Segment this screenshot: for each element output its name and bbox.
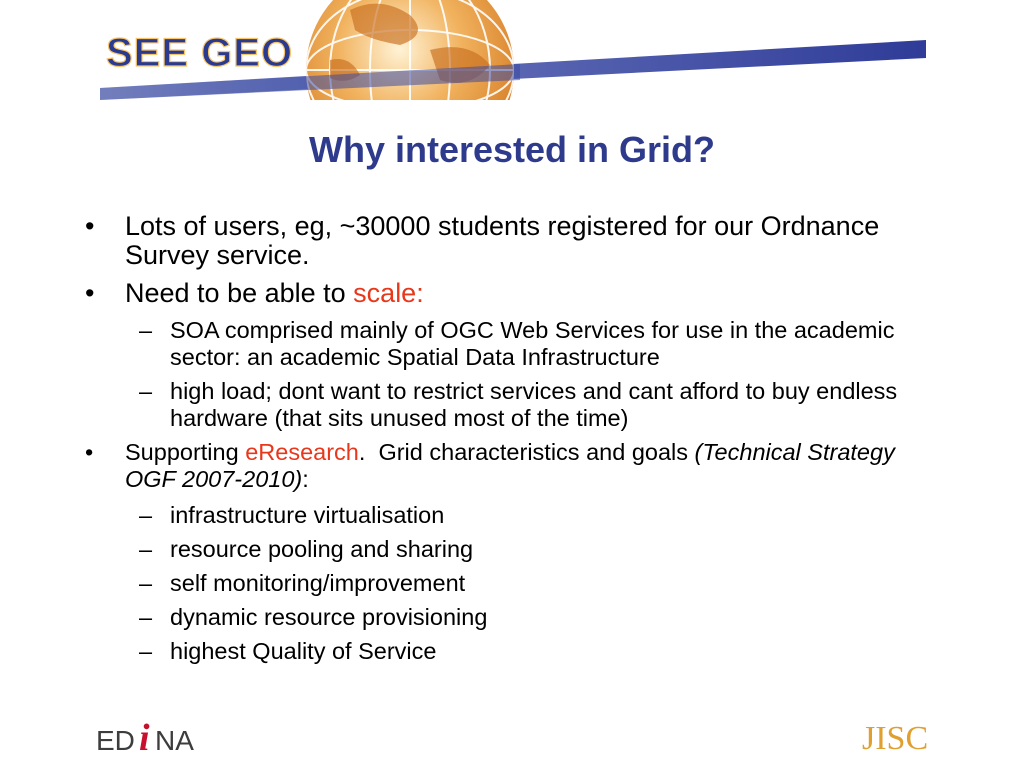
bullet-icon: • (85, 278, 95, 308)
bullet-icon: • (85, 211, 95, 241)
jisc-logo (860, 707, 940, 760)
highlight-text: scale: (353, 278, 424, 308)
bullet-item (85, 279, 945, 308)
header-graphic (0, 0, 1024, 100)
header-banner (0, 0, 1024, 100)
sub-bullet-item (85, 378, 945, 432)
highlight-text: eResearch (245, 439, 359, 465)
sub-bullet-text: SOA comprised mainly of OGC Web Services for use in the academic sector: an academic Spatial Data Infrastructure (170, 317, 895, 370)
sub-bullet-item (85, 502, 945, 529)
sub-bullet-item (85, 570, 945, 597)
bullet-text: Supporting (125, 439, 246, 465)
dash-icon: – (139, 378, 153, 404)
dash-icon: – (139, 317, 153, 343)
slide-title: Why interested in Grid? (308, 129, 716, 170)
italic-citation: (Technical Strategy OGF 2007-2010) (125, 439, 895, 492)
bullet-text-end: : (302, 466, 309, 492)
dash-icon: – (139, 570, 153, 596)
dash-icon: – (139, 536, 153, 562)
sub-bullet-text: dynamic resource provisioning (170, 604, 488, 630)
sub-bullet-item (85, 536, 945, 563)
edina-logo (96, 706, 216, 759)
dash-icon: – (139, 604, 153, 630)
sub-bullet-text: highest Quality of Service (170, 638, 437, 664)
sub-bullet-text: high load; dont want to restrict services and cant afford to buy endless hardware (that sits unused most of the time) (170, 378, 898, 431)
bullet-text-cont: . Grid characteristics and goals (358, 439, 695, 465)
sub-bullet-text: infrastructure virtualisation (170, 502, 445, 528)
bullet-item (85, 439, 945, 493)
jisc-text: JISC (862, 720, 929, 755)
logo-text: SEE GEO (106, 31, 294, 75)
dash-icon: – (139, 638, 153, 664)
dash-icon: – (139, 502, 153, 528)
sub-bullet-item (85, 317, 945, 371)
jisc-logo-graphic (860, 707, 940, 755)
bullet-text: Lots of users, eg, ~30000 students registered for our Ordnance Survey service. (125, 211, 880, 270)
sub-bullet-item (85, 604, 945, 631)
bullet-text: Need to be able to (125, 278, 354, 308)
bullet-item (85, 212, 945, 270)
edina-text-left: ED (96, 725, 135, 754)
bullet-list (85, 212, 945, 672)
edina-logo-graphic (96, 706, 216, 754)
sub-bullet-item (85, 638, 945, 665)
edina-text-right: NA (155, 725, 194, 754)
sub-bullet-text: self monitoring/improvement (170, 570, 466, 596)
bullet-icon: • (85, 439, 94, 465)
edina-i-mark: i (139, 717, 150, 754)
sub-bullet-text: resource pooling and sharing (170, 536, 474, 562)
